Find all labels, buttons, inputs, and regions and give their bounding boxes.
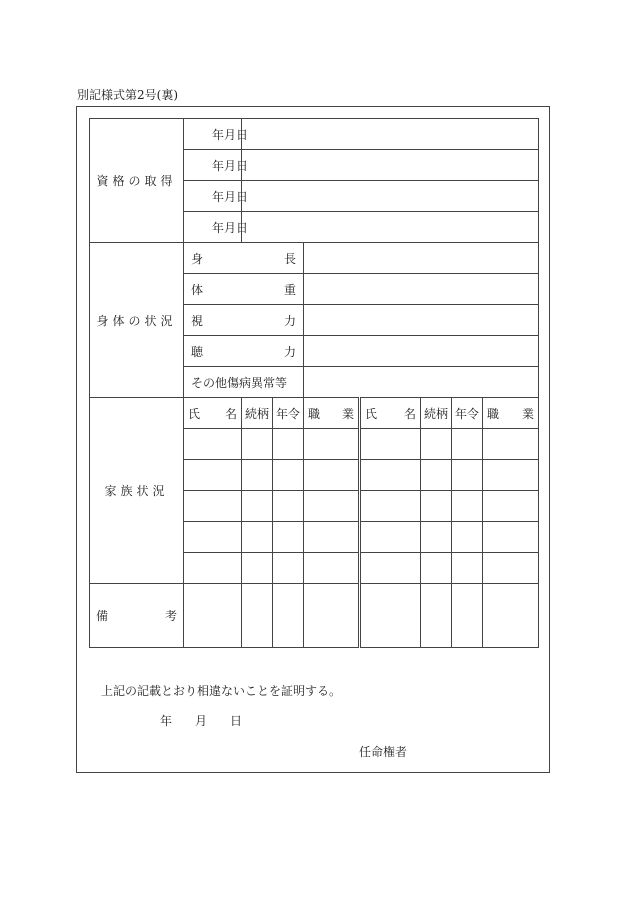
physical-entry-field[interactable] <box>304 336 539 367</box>
header-age: 年令 <box>452 398 483 429</box>
family-occupation-field[interactable] <box>304 553 360 584</box>
qualification-date <box>184 181 249 212</box>
physical-item-label-b: 重 <box>283 282 296 297</box>
remarks-relation-field[interactable] <box>242 584 273 648</box>
family-relation-field[interactable] <box>242 522 273 553</box>
family-relation-field[interactable] <box>421 460 452 491</box>
family-age-field[interactable] <box>452 522 483 553</box>
family-occupation-field[interactable] <box>483 522 539 553</box>
header-name <box>184 398 242 429</box>
remarks-name-field[interactable] <box>360 584 421 648</box>
family-name-field[interactable] <box>360 460 421 491</box>
family-relation-field[interactable] <box>421 429 452 460</box>
physical-item <box>184 305 304 336</box>
physical-item-label: その他傷病異常等 <box>191 375 288 390</box>
family-relation-field[interactable] <box>421 553 452 584</box>
month-label: 月 <box>224 127 237 142</box>
family-header-row <box>90 398 539 429</box>
header-occupation-b: 業 <box>522 406 535 421</box>
qualification-entry-field[interactable] <box>242 181 539 212</box>
remarks-occupation-field[interactable] <box>483 584 539 648</box>
section-physical: 身体の状況 <box>90 243 184 398</box>
family-name-field[interactable] <box>184 460 242 491</box>
physical-item-label-a: 身 <box>191 251 204 266</box>
family-age-field[interactable] <box>273 491 304 522</box>
family-occupation-field[interactable] <box>483 553 539 584</box>
family-relation-field[interactable] <box>242 460 273 491</box>
header-occupation-b: 業 <box>341 406 354 421</box>
physical-item-label-b: 力 <box>283 344 296 359</box>
family-occupation-field[interactable] <box>483 429 539 460</box>
family-relation-field[interactable] <box>421 522 452 553</box>
header-occupation <box>304 398 360 429</box>
family-occupation-field[interactable] <box>483 491 539 522</box>
header-occupation <box>483 398 539 429</box>
family-name-field[interactable] <box>360 522 421 553</box>
form-caption: 別記様式第2号(裏) <box>77 88 178 102</box>
header-name-a: 氏 <box>365 406 378 421</box>
day-label: 日 <box>236 189 249 204</box>
family-name-field[interactable] <box>184 553 242 584</box>
qualification-entry-field[interactable] <box>242 119 539 150</box>
day-label: 日 <box>236 220 249 235</box>
remarks-occupation-field[interactable] <box>304 584 360 648</box>
physical-item <box>184 336 304 367</box>
qualification-row <box>90 119 539 150</box>
qualification-date <box>184 150 249 181</box>
header-name <box>360 398 421 429</box>
header-occupation-a: 職 <box>308 406 321 421</box>
header-occupation-a: 職 <box>487 406 500 421</box>
remarks-label-b: 考 <box>164 609 177 623</box>
family-name-field[interactable] <box>184 491 242 522</box>
physical-item <box>184 367 304 398</box>
section-qualification: 資格の取得 <box>90 119 184 243</box>
physical-item-label-b: 力 <box>283 313 296 328</box>
qualification-entry-field[interactable] <box>242 212 539 243</box>
section-family: 家族状況 <box>90 398 184 584</box>
personnel-form-table <box>89 118 539 648</box>
month-label: 月 <box>224 189 237 204</box>
physical-item-label-a: 聴 <box>191 344 204 359</box>
physical-item-label-a: 視 <box>191 313 204 328</box>
year-label: 年 <box>212 127 225 142</box>
family-age-field[interactable] <box>452 460 483 491</box>
family-relation-field[interactable] <box>421 491 452 522</box>
qualification-date <box>184 119 249 150</box>
family-occupation-field[interactable] <box>304 491 360 522</box>
month-label: 月 <box>224 158 237 173</box>
physical-item <box>184 274 304 305</box>
certification-text: 上記の記載とおり相違ないことを証明する。 <box>101 684 342 698</box>
family-age-field[interactable] <box>273 553 304 584</box>
remarks-age-field[interactable] <box>273 584 304 648</box>
header-age: 年令 <box>273 398 304 429</box>
family-age-field[interactable] <box>273 522 304 553</box>
family-age-field[interactable] <box>273 429 304 460</box>
qualification-date <box>184 212 249 243</box>
remarks-age-field[interactable] <box>452 584 483 648</box>
family-name-field[interactable] <box>184 522 242 553</box>
month-label: 月 <box>224 220 237 235</box>
family-occupation-field[interactable] <box>483 460 539 491</box>
family-name-field[interactable] <box>184 429 242 460</box>
year-label: 年 <box>212 158 225 173</box>
family-age-field[interactable] <box>273 460 304 491</box>
family-occupation-field[interactable] <box>304 522 360 553</box>
year-label: 年 <box>160 714 173 728</box>
year-label: 年 <box>212 189 225 204</box>
month-label: 月 <box>194 714 207 728</box>
day-label: 日 <box>236 127 249 142</box>
header-name-b: 名 <box>224 406 237 421</box>
family-name-field[interactable] <box>360 491 421 522</box>
remarks-row <box>90 584 539 648</box>
day-label: 日 <box>229 714 242 728</box>
physical-entry-field[interactable] <box>304 243 539 274</box>
remarks-name-field[interactable] <box>184 584 242 648</box>
family-age-field[interactable] <box>452 491 483 522</box>
appointing-authority: 任命権者 <box>359 745 408 759</box>
family-occupation-field[interactable] <box>304 429 360 460</box>
header-name-b: 名 <box>403 406 416 421</box>
physical-item-label-a: 体 <box>191 282 204 297</box>
header-relation: 続柄 <box>421 398 452 429</box>
physical-entry-field[interactable] <box>304 305 539 336</box>
certification-date <box>160 712 242 729</box>
qualification-entry-field[interactable] <box>242 150 539 181</box>
physical-entry-field[interactable] <box>304 274 539 305</box>
family-occupation-field[interactable] <box>304 460 360 491</box>
header-relation: 続柄 <box>242 398 273 429</box>
section-remarks <box>90 584 184 648</box>
physical-row <box>90 243 539 274</box>
day-label: 日 <box>236 158 249 173</box>
remarks-label-a: 備 <box>96 609 109 623</box>
physical-item <box>184 243 304 274</box>
family-relation-field[interactable] <box>242 491 273 522</box>
physical-item-label-b: 長 <box>283 251 296 266</box>
physical-entry-field[interactable] <box>304 367 539 398</box>
family-name-field[interactable] <box>360 553 421 584</box>
family-name-field[interactable] <box>360 429 421 460</box>
family-age-field[interactable] <box>452 553 483 584</box>
year-label: 年 <box>212 220 225 235</box>
header-name-a: 氏 <box>188 406 201 421</box>
remarks-relation-field[interactable] <box>421 584 452 648</box>
family-relation-field[interactable] <box>242 553 273 584</box>
family-relation-field[interactable] <box>242 429 273 460</box>
family-age-field[interactable] <box>452 429 483 460</box>
